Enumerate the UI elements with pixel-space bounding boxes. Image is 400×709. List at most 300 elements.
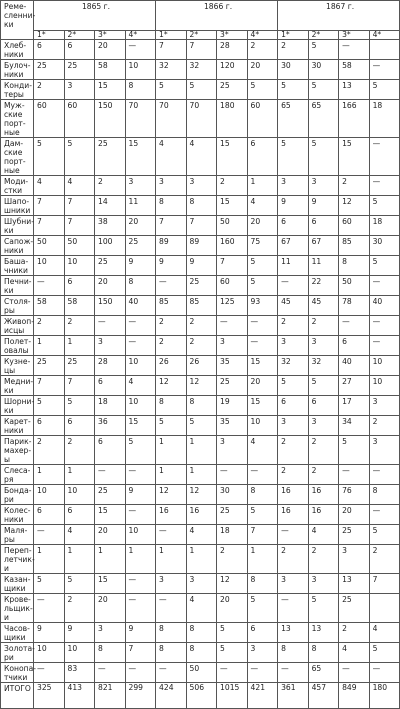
table-cell: 8 (339, 256, 370, 276)
table-cell: 8 (186, 196, 217, 216)
table-row (1, 683, 400, 709)
table-cell: 3 (278, 416, 309, 436)
table-cell: 1 (186, 465, 217, 485)
table-cell: 25 (339, 525, 370, 545)
table-cell: — (369, 316, 400, 336)
table-cell: 5 (339, 436, 370, 465)
table-cell: 20 (95, 594, 126, 623)
table-cell: 2 (278, 40, 309, 60)
table-cell: 7 (34, 216, 65, 236)
table-cell: 7 (64, 196, 95, 216)
table-cell: — (34, 276, 65, 296)
table-cell: 4 (339, 643, 370, 663)
row-label: Сапожники (1, 236, 34, 256)
table-cell: 8 (156, 196, 187, 216)
table-cell: 50 (186, 663, 217, 683)
table-cell: — (125, 594, 156, 623)
table-cell: 100 (95, 236, 126, 256)
row-label: Каретники (1, 416, 34, 436)
table-cell: 18 (369, 216, 400, 236)
table-cell: 89 (186, 236, 217, 256)
row-label: Дамские портные (1, 138, 34, 176)
table-cell: 11 (308, 256, 339, 276)
table-cell: 2 (308, 316, 339, 336)
table-cell: 4 (247, 196, 278, 216)
table-cell: 4 (186, 525, 217, 545)
table-cell: — (125, 336, 156, 356)
table-cell: 1 (247, 545, 278, 574)
table-row (1, 465, 400, 485)
table-cell: 26 (186, 356, 217, 376)
table-cell: 30 (217, 485, 248, 505)
table-cell: 3 (339, 545, 370, 574)
row-label: Хлебники (1, 40, 34, 60)
table-cell: 5 (64, 138, 95, 176)
table-cell: 2 (156, 316, 187, 336)
row-label: Столяры (1, 296, 34, 316)
table-cell: 2 (95, 176, 126, 196)
row-label: Печники (1, 276, 34, 296)
table-cell: 1 (34, 545, 65, 574)
table-cell: 5 (308, 594, 339, 623)
table-cell: — (339, 40, 370, 60)
table-row (1, 40, 400, 60)
table-cell: 6 (278, 216, 309, 236)
table-cell: — (247, 316, 278, 336)
table-cell: 11 (125, 196, 156, 216)
table-cell: 2 (308, 545, 339, 574)
table-cell: — (369, 276, 400, 296)
table-cell: 7 (186, 40, 217, 60)
table-cell: 2 (308, 436, 339, 465)
table-cell: 4 (186, 138, 217, 176)
table-cell: 6 (308, 216, 339, 236)
row-label: Кровельщики (1, 594, 34, 623)
row-label: ИТОГО (1, 683, 34, 709)
table-row (1, 296, 400, 316)
subcolumn-header: 2* (64, 31, 95, 40)
table-cell: 6 (247, 623, 278, 643)
table-cell: — (369, 663, 400, 683)
table-row (1, 196, 400, 216)
row-label: Слесаря (1, 465, 34, 485)
table-row (1, 80, 400, 100)
table-cell: 4 (186, 594, 217, 623)
table-cell: — (278, 525, 309, 545)
table-cell: 325 (34, 683, 65, 709)
table-cell: 8 (156, 396, 187, 416)
table-cell: 70 (156, 100, 187, 138)
table-cell: 25 (95, 256, 126, 276)
table-cell: 9 (125, 256, 156, 276)
table-cell: 22 (308, 276, 339, 296)
table-cell: 25 (217, 80, 248, 100)
row-label: Бондари (1, 485, 34, 505)
table-cell: 50 (217, 216, 248, 236)
table-cell: 3 (95, 623, 126, 643)
table-cell: 85 (156, 296, 187, 316)
table-cell: 506 (186, 683, 217, 709)
table-cell: 4 (34, 176, 65, 196)
table-cell: 8 (186, 623, 217, 643)
table-cell: 5 (217, 623, 248, 643)
table-cell: 1 (64, 545, 95, 574)
table-cell: 13 (339, 80, 370, 100)
table-row (1, 256, 400, 276)
table-cell: 7 (64, 216, 95, 236)
table-cell: 5 (186, 416, 217, 436)
table-cell: 25 (339, 594, 370, 623)
table-cell: 5 (156, 80, 187, 100)
table-cell: 7 (369, 574, 400, 594)
table-cell: — (125, 316, 156, 336)
table-cell: 60 (64, 100, 95, 138)
table-cell: 3 (217, 336, 248, 356)
table-cell: 3 (64, 80, 95, 100)
table-cell: 180 (369, 683, 400, 709)
table-row (1, 60, 400, 80)
table-cell: 1 (34, 336, 65, 356)
table-cell: 424 (156, 683, 187, 709)
subcolumn-header-row (1, 31, 400, 40)
table-row (1, 396, 400, 416)
table-cell: 6 (247, 138, 278, 176)
table-cell: 8 (125, 276, 156, 296)
table-cell: 9 (125, 623, 156, 643)
table-cell: 10 (64, 643, 95, 663)
subcolumn-header: 1* (156, 31, 187, 40)
table-cell: 25 (34, 356, 65, 376)
table-cell: 20 (95, 40, 126, 60)
table-cell: 25 (217, 376, 248, 396)
table-cell: 83 (64, 663, 95, 683)
subcolumn-header: 2* (186, 31, 217, 40)
table-cell: 7 (217, 256, 248, 276)
table-cell: 18 (95, 396, 126, 416)
table-cell: — (369, 336, 400, 356)
table-cell: 10 (125, 356, 156, 376)
table-cell: 25 (125, 236, 156, 256)
table-cell: 3 (278, 176, 309, 196)
table-cell: 3 (156, 176, 187, 196)
table-cell: 85 (339, 236, 370, 256)
table-cell: 15 (247, 356, 278, 376)
table-cell: — (247, 465, 278, 485)
table-cell: 40 (369, 296, 400, 316)
table-cell: 15 (217, 138, 248, 176)
table-cell: 3 (308, 416, 339, 436)
table-cell: 7 (64, 376, 95, 396)
table-cell: — (217, 663, 248, 683)
table-cell: 1 (186, 545, 217, 574)
table-cell: 12 (186, 376, 217, 396)
table-cell: 35 (217, 356, 248, 376)
row-label: Полетовалы (1, 336, 34, 356)
table-cell: 40 (125, 296, 156, 316)
table-cell: 15 (125, 416, 156, 436)
table-cell: 3 (95, 336, 126, 356)
table-cell: — (217, 316, 248, 336)
table-cell: 299 (125, 683, 156, 709)
table-cell: 6 (34, 505, 65, 525)
table-cell: 15 (217, 196, 248, 216)
subcolumn-header: 4* (369, 31, 400, 40)
table-cell: 20 (95, 525, 126, 545)
table-cell: 16 (278, 505, 309, 525)
table-cell: 36 (95, 416, 126, 436)
table-cell: 5 (247, 80, 278, 100)
table-cell: 2 (64, 436, 95, 465)
table-cell: 6 (95, 436, 126, 465)
table-cell: 5 (247, 256, 278, 276)
table-cell: 58 (95, 60, 126, 80)
table-cell: 5 (308, 80, 339, 100)
table-cell: — (247, 663, 278, 683)
table-row (1, 356, 400, 376)
table-cell: 50 (64, 236, 95, 256)
table-cell: 2 (217, 545, 248, 574)
table-row (1, 236, 400, 256)
table-cell: 1 (125, 545, 156, 574)
table-cell: 32 (186, 60, 217, 80)
table-cell: 3 (217, 436, 248, 465)
table-cell: 12 (339, 196, 370, 216)
table-cell: 25 (34, 60, 65, 80)
table-row (1, 100, 400, 138)
row-label: Колесники (1, 505, 34, 525)
table-cell: 32 (156, 60, 187, 80)
table-cell: 5 (369, 196, 400, 216)
table-cell: 1 (156, 465, 187, 485)
row-label: Кузнецы (1, 356, 34, 376)
table-cell: 5 (278, 138, 309, 176)
table-cell: 65 (308, 663, 339, 683)
year-header: 1866 г. (156, 1, 278, 31)
table-cell: 5 (125, 436, 156, 465)
table-row (1, 623, 400, 643)
table-cell: 20 (247, 60, 278, 80)
table-cell: 3 (369, 436, 400, 465)
table-cell: 150 (95, 100, 126, 138)
table-cell: — (95, 465, 126, 485)
table-cell: 10 (34, 485, 65, 505)
table-cell: 150 (95, 296, 126, 316)
table-cell: 821 (95, 683, 126, 709)
table-cell: — (339, 316, 370, 336)
row-label: Башачники (1, 256, 34, 276)
table-cell: 35 (217, 416, 248, 436)
table-cell: 20 (95, 276, 126, 296)
table-cell: 8 (186, 643, 217, 663)
table-row (1, 138, 400, 176)
table-row (1, 485, 400, 505)
table-cell: 9 (64, 623, 95, 643)
table-cell: 5 (369, 525, 400, 545)
table-cell: 1 (186, 436, 217, 465)
table-cell: — (156, 276, 187, 296)
row-label: Мужские портные (1, 100, 34, 138)
table-cell: 361 (278, 683, 309, 709)
row-label: Шорники (1, 396, 34, 416)
table-cell: 2 (308, 465, 339, 485)
table-cell: 6 (95, 376, 126, 396)
row-label: Шапошники (1, 196, 34, 216)
table-cell: 27 (339, 376, 370, 396)
table-cell: — (95, 316, 126, 336)
table-cell: 10 (125, 396, 156, 416)
table-cell: 4 (369, 623, 400, 643)
table-cell: 9 (156, 256, 187, 276)
table-cell: 10 (64, 485, 95, 505)
table-cell: 3 (156, 574, 187, 594)
corner-header: Ремесленники (1, 1, 34, 40)
table-cell: 1 (34, 465, 65, 485)
table-cell: — (34, 594, 65, 623)
table-row (1, 643, 400, 663)
table-cell: 32 (278, 356, 309, 376)
table-row (1, 376, 400, 396)
table-cell: 5 (34, 138, 65, 176)
table-cell: — (125, 663, 156, 683)
table-cell: 18 (369, 100, 400, 138)
subcolumn-header: 4* (247, 31, 278, 40)
table-cell: 76 (339, 485, 370, 505)
table-cell (369, 594, 400, 623)
subcolumn-header: 3* (217, 31, 248, 40)
table-cell: 8 (369, 485, 400, 505)
table-cell: 30 (278, 60, 309, 80)
table-cell: 25 (64, 60, 95, 80)
table-cell: 3 (186, 176, 217, 196)
table-cell: 2 (339, 176, 370, 196)
table-cell: 8 (278, 643, 309, 663)
table-row (1, 525, 400, 545)
table-cell: — (339, 663, 370, 683)
row-label: Золотари (1, 643, 34, 663)
table-cell: 15 (247, 396, 278, 416)
table-cell: 3 (247, 643, 278, 663)
table-cell: 5 (308, 138, 339, 176)
table-cell: — (217, 465, 248, 485)
table-cell: 58 (64, 296, 95, 316)
table-cell: 11 (278, 256, 309, 276)
table-cell: 8 (156, 623, 187, 643)
table-cell: 5 (217, 643, 248, 663)
table-cell: 12 (156, 376, 187, 396)
table-cell: 25 (217, 505, 248, 525)
table-cell: 2 (186, 316, 217, 336)
table-cell: 15 (95, 574, 126, 594)
table-cell: 15 (95, 505, 126, 525)
table-cell: 413 (64, 683, 95, 709)
table-row (1, 574, 400, 594)
table-cell: 25 (95, 485, 126, 505)
table-cell: 5 (64, 396, 95, 416)
table-cell: 7 (156, 40, 187, 60)
table-cell: 30 (369, 236, 400, 256)
table-cell: 30 (308, 60, 339, 80)
table-cell: 20 (339, 505, 370, 525)
row-label: Парикмахеры (1, 436, 34, 465)
table-cell: 2 (156, 336, 187, 356)
table-cell: 10 (64, 256, 95, 276)
table-cell: 45 (308, 296, 339, 316)
table-cell: 9 (125, 485, 156, 505)
table-cell: 6 (34, 416, 65, 436)
table-cell: 3 (125, 176, 156, 196)
table-cell: 13 (308, 623, 339, 643)
row-label: Живописцы (1, 316, 34, 336)
table-cell: 5 (308, 40, 339, 60)
table-cell: 5 (34, 396, 65, 416)
table-cell: 6 (308, 396, 339, 416)
table-cell: 180 (217, 100, 248, 138)
table-cell: 6 (64, 40, 95, 60)
table-cell: 1 (64, 465, 95, 485)
year-header: 1867 г. (278, 1, 400, 31)
table-cell: — (156, 594, 187, 623)
table-cell: — (125, 505, 156, 525)
table-cell: 3 (278, 574, 309, 594)
table-cell: 457 (308, 683, 339, 709)
table-row (1, 336, 400, 356)
table-cell: 4 (308, 525, 339, 545)
table-row (1, 436, 400, 465)
table-cell: 5 (156, 416, 187, 436)
row-label: Шубники (1, 216, 34, 236)
table-cell: 2 (339, 623, 370, 643)
table-cell: — (247, 336, 278, 356)
table-cell: — (95, 663, 126, 683)
table-cell: 15 (339, 138, 370, 176)
table-cell: 3 (308, 176, 339, 196)
table-cell: 3 (278, 336, 309, 356)
table-cell: 15 (125, 138, 156, 176)
table-cell: 60 (34, 100, 65, 138)
table-cell: 2 (369, 545, 400, 574)
table-cell: 421 (247, 683, 278, 709)
table-cell: — (125, 40, 156, 60)
table-cell: — (369, 465, 400, 485)
table-cell: 5 (247, 594, 278, 623)
subcolumn-header: 3* (95, 31, 126, 40)
table-cell: 16 (278, 485, 309, 505)
table-cell: 5 (247, 276, 278, 296)
table-cell: 45 (278, 296, 309, 316)
table-cell: 2 (278, 545, 309, 574)
table-cell: — (369, 505, 400, 525)
table-cell: 1 (156, 436, 187, 465)
table-cell: 40 (339, 356, 370, 376)
year-header-row (1, 1, 400, 31)
table-cell: 89 (156, 236, 187, 256)
table-cell: 3 (186, 574, 217, 594)
table-row (1, 594, 400, 623)
table-cell: 25 (95, 138, 126, 176)
table-cell: — (339, 465, 370, 485)
table-cell: 6 (278, 396, 309, 416)
table-cell: 2 (64, 316, 95, 336)
table-cell: 65 (278, 100, 309, 138)
table-cell: 120 (217, 60, 248, 80)
table-cell: 26 (156, 356, 187, 376)
table-cell: 5 (64, 574, 95, 594)
table-cell: 5 (369, 643, 400, 663)
table-cell: 15 (95, 80, 126, 100)
table-cell: — (34, 663, 65, 683)
table-cell: 6 (34, 40, 65, 60)
table-cell: 4 (247, 436, 278, 465)
